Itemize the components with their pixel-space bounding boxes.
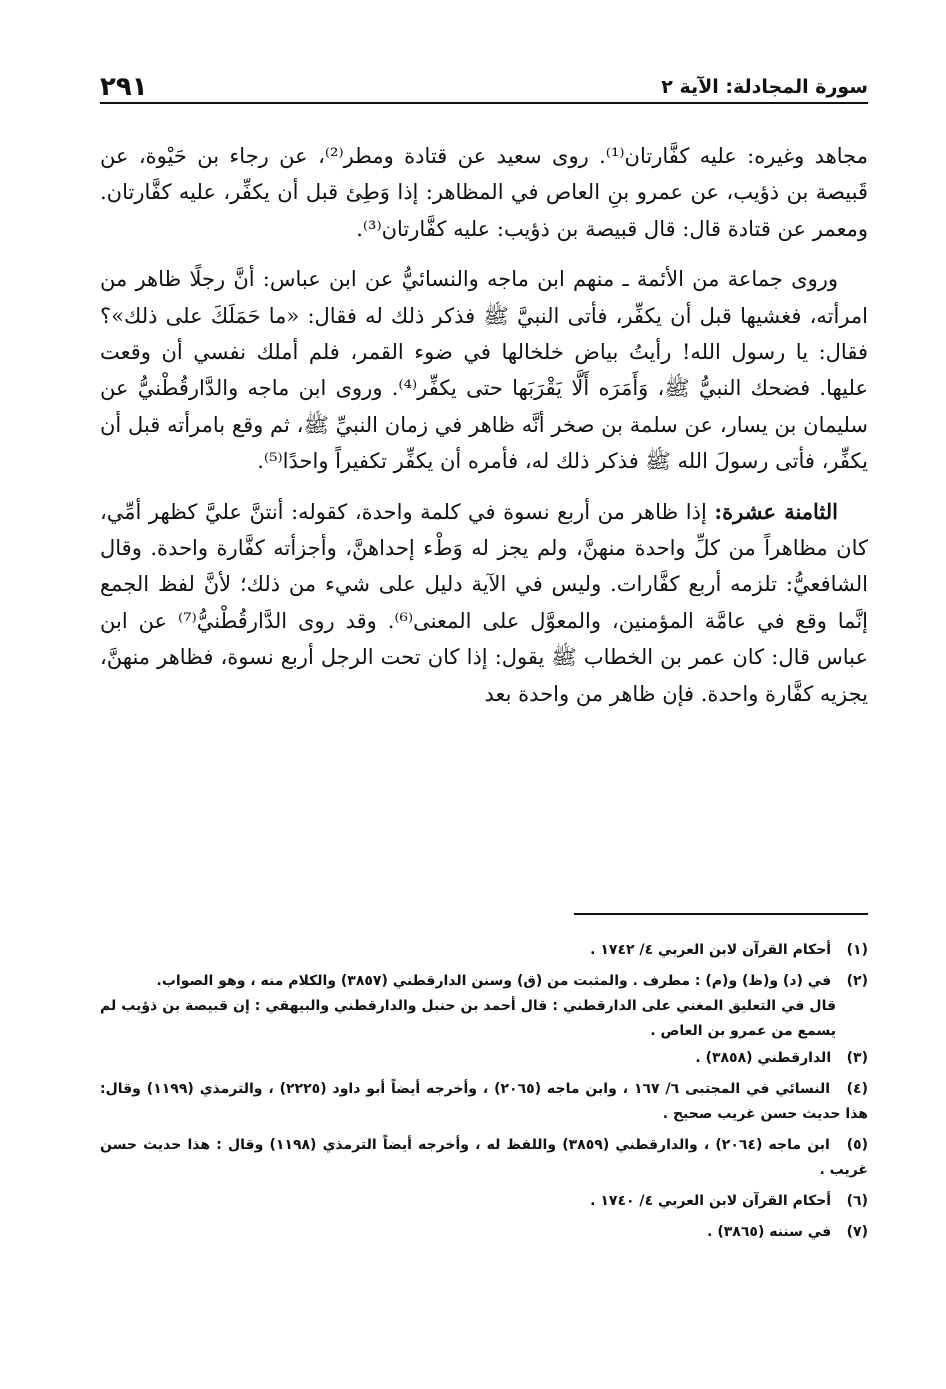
footnotes — [100, 938, 868, 1251]
page-header — [100, 62, 868, 104]
issue-heading: الثامنة عشرة: — [714, 498, 839, 524]
paragraph-2: وروى جماعة من الأئمة ـ منهم ابن ماجه والنسائيُّ عن ابن عباس: أنَّ رجلًا ظاهر من امرأته، فغشيها قبل أن يكفِّر، فأتى النبيَّ ﷺ فذكر ذلك له فقال: «ما حَمَلَكَ على ذلك»؟ فقال: يا رسول الله! رأيتُ بياض خلخالها في ضوء القمر، فلم أملك نفسي أن وقعت عليها. فضحك النبيُّ ﷺ، وَأَمَرَه أَلَّا يَقْرَبَها حتى يكفِّر⁽⁴⁾. وروى ابن ماجه والدَّارقُطْنيُّ عن سليمان بن يسار، عن سلمة بن صخر أنَّه ظاهر في زمان النبيِّ ﷺ، ثم وقع بامرأته قبل أن يكفِّر، فأتى رسولَ الله ﷺ فذكر ذلك له، فأمره أن يكفِّر تكفيراً واحدًا⁽⁵⁾. — [100, 267, 868, 474]
footnote-separator — [574, 913, 868, 915]
footnote-text: الدارقطني (٣٨٥٨) . — [695, 1050, 832, 1066]
footnote-6 — [100, 1189, 868, 1214]
main-text — [100, 138, 868, 712]
footnote-text: النسائي في المجتبى ٦/ ١٦٧ ، وابن ماجه (٢٠٦٥) ، وأخرجه أيضاً أبو داود (٢٢٢٥) ، والترمذي (١١٩٩) وقال: هذا حديث حسن غريب صحيح . — [100, 1081, 868, 1122]
page-number: ٢٩١ — [100, 72, 148, 102]
paragraph-3-text: إذا ظاهر من أربع نسوة في كلمة واحدة، كقوله: أنتنَّ عليَّ كظهر أمِّي، كان مظاهراً من كلِّ واحدة منهنَّ، ولم يجز له وَطْء إحداهنَّ، وأجزأته كفَّارة واحدة. وقال الشافعيُّ: تلزمه أربع كفَّارات. وليس في الآية دليل على شيء من ذلك؛ لأنَّ لفظ الجمع إنَّما وقع في عامَّة المؤمنين، والمعوَّل على المعنى⁽⁶⁾. وقد روى الدَّارقُطْنيُّ⁽⁷⁾ عن ابن عباس قال: كان عمر بن الخطاب ﷺ يقول: إذا كان تحت الرجل أربع نسوة، فظاهر منهنَّ، يجزيه كفَّارة واحدة. فإن ظاهر من واحدة بعد — [100, 499, 868, 706]
footnote-3 — [100, 1046, 868, 1071]
footnote-2-continuation: قال في التعليق المغني على الدارقطني : قال أحمد بن حنبل والدارقطني والبيهقي : إن قبيصة بن ذؤيب لم يسمع من عمرو بن العاص . — [100, 998, 836, 1039]
paragraph-1: مجاهد وغيره: عليه كفَّارتان⁽¹⁾. روى سعيد عن قتادة ومطر⁽²⁾، عن رجاء بن حَيْوة، عن قَبيصة بن ذؤيب، عن عمرو بنِ العاص في المظاهر: إذا وَطِئ قبل أن يكفِّر، عليه كفَّارتان. ومعمر عن قتادة قال: قال قبيصة بن ذؤيب: عليه كفَّارتان⁽³⁾. — [100, 144, 868, 241]
footnote-5 — [100, 1133, 868, 1183]
footnote-number: (٥) — [846, 1137, 869, 1153]
surah-title: سورة المجادلة: الآية ٢ — [661, 76, 868, 98]
footnote-text: أحكام القرآن لابن العربي ٤/ ١٧٤٠ . — [590, 1193, 832, 1209]
footnote-4 — [100, 1077, 868, 1127]
footnote-text: في (د) و(ظ) و(م) : مطرف . والمثبت من (ق) وسنن الدارقطني (٣٨٥٧) والكلام منه ، وهو الصواب. — [156, 973, 832, 989]
footnote-1 — [100, 938, 868, 963]
footnote-number: (٤) — [846, 1081, 868, 1097]
paragraph-3 — [100, 494, 868, 712]
footnote-text: في سننه (٣٨٦٥) . — [707, 1224, 832, 1240]
footnote-number: (٧) — [846, 1224, 868, 1240]
footnote-7 — [100, 1220, 868, 1245]
footnote-2 — [100, 969, 868, 994]
footnote-text: ابن ماجه (٢٠٦٤) ، والدارقطني (٣٨٥٩) واللفظ له ، وأخرجه أيضاً الترمذي (١١٩٨) وقال : هذا حديث حسن غريب . — [100, 1137, 868, 1178]
footnote-text: أحكام القرآن لابن العربي ٤/ ١٧٤٢ . — [590, 942, 832, 958]
footnote-number: (٦) — [846, 1193, 868, 1209]
footnote-number: (٣) — [846, 1050, 868, 1066]
footnote-number: (١) — [846, 942, 868, 958]
footnote-number: (٢) — [846, 973, 868, 989]
